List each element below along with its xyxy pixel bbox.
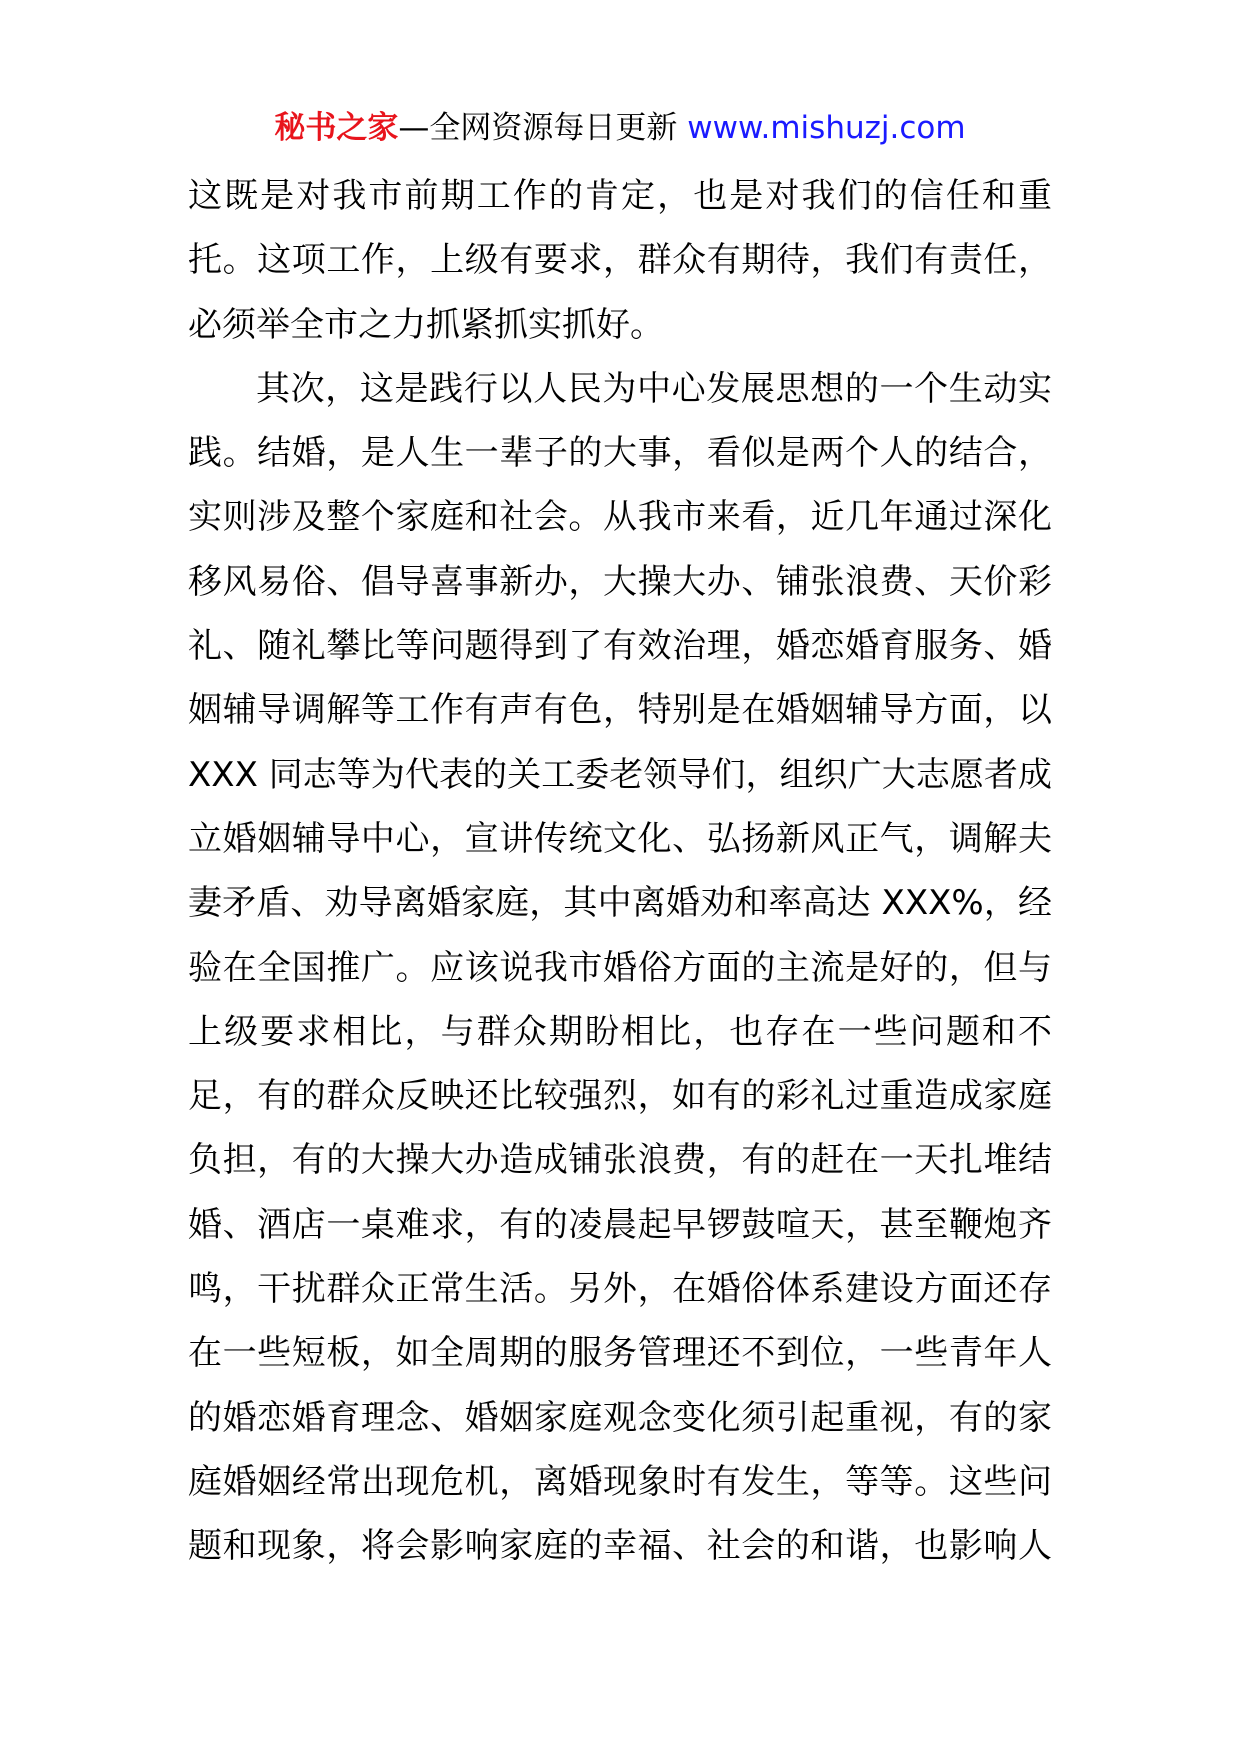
text-line: 践。结婚，是人生一辈子的大事，看似是两个人的结合， (188, 433, 1052, 474)
text-line: 题和现象，将会影响家庭的幸福、社会的和谐，也影响人 (188, 1526, 1052, 1567)
body-text (188, 164, 1052, 1579)
text-line: 移风易俗、倡导喜事新办，大操大办、铺张浪费、天价彩 (188, 561, 1052, 602)
text-line: XXX 同志等为代表的关工委老领导们，组织广大志愿者成 (188, 754, 1052, 795)
header-brand: 秘书之家 (274, 110, 399, 146)
text-line: 鸣，干扰群众正常生活。另外，在婚俗体系建设方面还存 (188, 1269, 1052, 1310)
text-line: 立婚姻辅导中心，宣讲传统文化、弘扬新风正气，调解夫 (188, 818, 1052, 859)
text-line: 实则涉及整个家庭和社会。从我市来看，近几年通过深化 (188, 497, 1052, 538)
text-line: 负担，有的大操大办造成铺张浪费，有的赶在一天扎堆结 (188, 1140, 1052, 1181)
text-line: 姻辅导调解等工作有声有色，特别是在婚姻辅导方面，以 (188, 690, 1052, 731)
header-tagline: —全网资源每日更新 (398, 110, 678, 146)
header-url-link[interactable]: www.mishuzj.com (687, 110, 966, 146)
page-header (188, 102, 1052, 154)
text-line: 妻矛盾、劝导离婚家庭，其中离婚劝和率高达 XXX%，经 (188, 883, 1052, 924)
text-line: 托。这项工作，上级有要求，群众有期待，我们有责任， (188, 240, 1052, 281)
text-line: 庭婚姻经常出现危机，离婚现象时有发生，等等。这些问 (188, 1461, 1052, 1502)
text-line: 其次，这是践行以人民为中心发展思想的一个生动实 (256, 368, 1052, 409)
text-line: 足，有的群众反映还比较强烈，如有的彩礼过重造成家庭 (188, 1076, 1052, 1117)
text-line: 礼、随礼攀比等问题得到了有效治理，婚恋婚育服务、婚 (188, 626, 1052, 667)
text-line: 验在全国推广。应该说我市婚俗方面的主流是好的，但与 (188, 947, 1052, 988)
text-line: 必须举全市之力抓紧抓实抓好。 (188, 304, 664, 345)
text-line: 婚、酒店一桌难求，有的凌晨起早锣鼓喧天，甚至鞭炮齐 (188, 1204, 1052, 1245)
text-line: 这既是对我市前期工作的肯定，也是对我们的信任和重 (188, 176, 1052, 216)
text-line: 在一些短板，如全周期的服务管理还不到位，一些青年人 (188, 1333, 1052, 1374)
text-line: 的婚恋婚育理念、婚姻家庭观念变化须引起重视，有的家 (188, 1397, 1052, 1438)
text-line: 上级要求相比，与群众期盼相比，也存在一些问题和不 (188, 1011, 1052, 1052)
